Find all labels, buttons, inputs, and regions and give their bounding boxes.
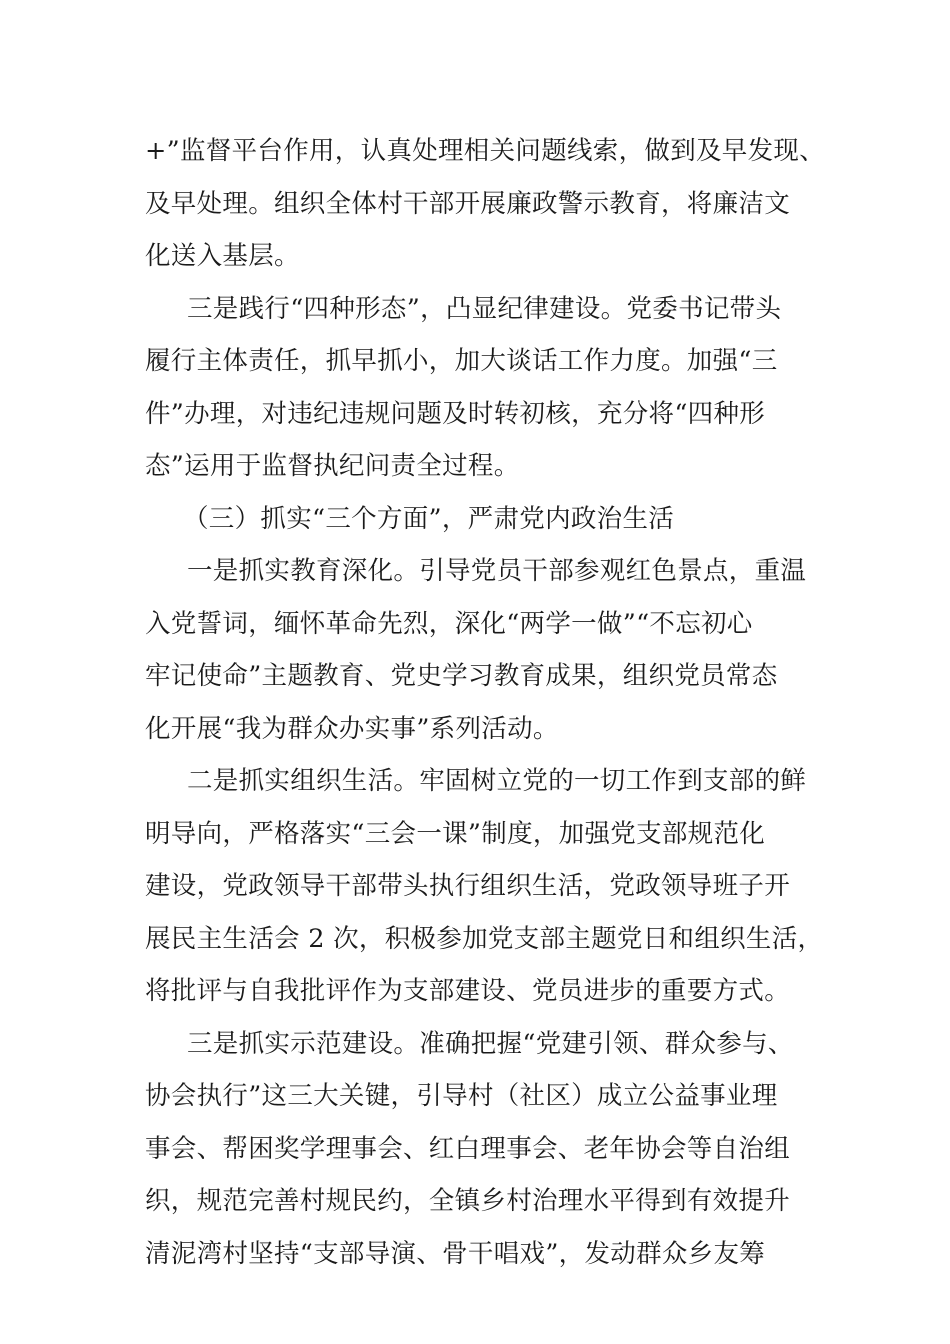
text-line: 事会、帮困奖学理事会、红白理事会、老年协会等自治组 bbox=[145, 1133, 791, 1164]
paragraph-first-line: 二是抓实组织生活。牢固树立党的一切工作到支部的鲜 bbox=[187, 766, 807, 796]
text-line: 展民主生活会 2 次，积极参加党支部主题党日和组织生活， bbox=[145, 923, 824, 954]
text-line: 清泥湾村坚持“支部导演、骨干唱戏”，发动群众乡友筹 bbox=[145, 1238, 766, 1269]
document-body bbox=[145, 125, 825, 1280]
text-line: 将批评与自我批评作为支部建设、党员进步的重要方式。 bbox=[145, 976, 791, 1006]
text-line: 态”运用于监督执纪问责全过程。 bbox=[145, 451, 520, 481]
paragraph-first-line: 三是践行“四种形态”，凸显纪律建设。党委书记带头 bbox=[187, 293, 782, 324]
text-line: 入党誓词，缅怀革命先烈，深化“两学一做”“不忘初心 bbox=[145, 608, 753, 639]
text-line: 协会执行”这三大关键，引导村（社区）成立公益事业理 bbox=[145, 1081, 778, 1111]
text-line: 织，规范完善村规民约，全镇乡村治理水平得到有效提升 bbox=[145, 1186, 791, 1216]
text-line: 化开展“我为群众办实事”系列活动。 bbox=[145, 713, 559, 744]
text-line: 及早处理。组织全体村干部开展廉政警示教育，将廉洁文 bbox=[145, 188, 791, 219]
text-line: +”监督平台作用，认真处理相关问题线索，做到及早发现、 bbox=[145, 136, 826, 166]
text-line: 明导向，严格落实“三会一课”制度，加强党支部规范化 bbox=[145, 818, 766, 849]
text-line: 件”办理，对违纪违规问题及时转初核，充分将“四种形 bbox=[145, 398, 766, 429]
paragraph-first-line: 一是抓实教育深化。引导党员干部参观红色景点，重温 bbox=[187, 556, 807, 586]
text-line: 化送入基层。 bbox=[145, 241, 300, 271]
text-line: 牢记使命”主题教育、党史学习教育成果，组织党员常态 bbox=[145, 661, 778, 691]
paragraph-first-line: 三是抓实示范建设。准确把握“党建引领、群众参与、 bbox=[187, 1028, 794, 1059]
section-heading: （三）抓实“三个方面”，严肃党内政治生活 bbox=[183, 503, 675, 534]
text-line: 建设，党政领导干部带头执行组织生活，党政领导班子开 bbox=[145, 871, 791, 901]
text-line: 履行主体责任，抓早抓小，加大谈话工作力度。加强“三 bbox=[145, 346, 778, 376]
